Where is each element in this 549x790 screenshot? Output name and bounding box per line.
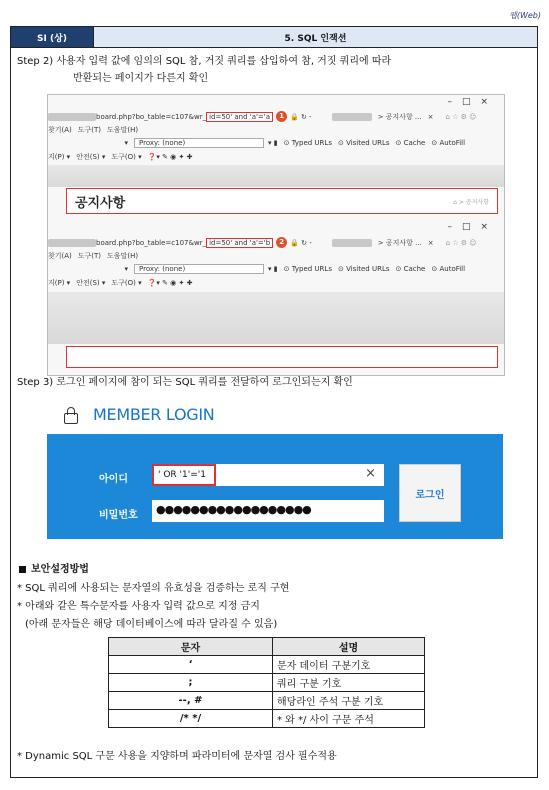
bullet-3: (아래 문자들은 해당 데이터베이스에 따라 달라질 수 있음)	[25, 619, 278, 630]
badge-1: 1	[276, 111, 287, 122]
toolbar-row	[48, 264, 504, 274]
url-prefix: board.php?bo_table=c107&wr_	[96, 238, 207, 247]
tab-label: > 공지사항 ...	[377, 112, 422, 121]
badge-2: 2	[276, 237, 287, 248]
document-frame	[10, 26, 538, 778]
step2-text	[17, 53, 391, 87]
notice-title: 공지사항	[75, 195, 126, 211]
security-title: 보안설정방법	[19, 560, 89, 575]
step2-line2: 반환되는 페이지가 다른지 확인	[73, 73, 209, 84]
dropdown-arrow-icon: ▾	[124, 139, 128, 147]
table-cell: * 와 */ 사이 구문 주석	[273, 710, 425, 728]
autofill: ⊙ AutoFill	[431, 265, 466, 273]
close-tab-icon: ×	[427, 238, 434, 247]
cache: ⊙ Cache	[395, 139, 426, 147]
level-badge: SI (상)	[11, 27, 93, 47]
address-bar-false	[48, 237, 504, 248]
addon-icons: ❓▾ ✎ ◉ ✦ ✚	[147, 279, 193, 287]
proxy-select: Proxy: (none)	[134, 264, 264, 274]
lock-refresh-icon: 🔒 ↻ -	[290, 112, 312, 121]
page-banner	[48, 292, 504, 344]
page-banner	[48, 165, 504, 187]
table-cell: ‘	[109, 656, 273, 674]
dropdown-arrow-icon: ▾ ▮	[268, 139, 278, 147]
web-tag: 웹(Web)	[509, 11, 541, 20]
password-dots: ●●●●●●●●●●●●●●●●●●	[156, 503, 311, 516]
table-row	[109, 692, 425, 710]
step3-text: Step 3) 로그인 페이지에 참이 되는 SQL 쿼리를 전달하여 로그인되는지 확인	[17, 377, 353, 388]
dropdown-arrow-icon: ▾ ▮	[268, 265, 278, 273]
dropdown-arrow-icon: ▾	[124, 265, 128, 273]
footnote: * Dynamic SQL 구문 사용을 지양하며 파라미터에 문자열 검사 필수적용	[17, 751, 337, 762]
toolbar-row	[48, 138, 504, 148]
menu-help: 도움말(H)	[107, 252, 139, 260]
lock-icon	[63, 407, 79, 421]
home-star-gear-icons: ⌂ ☆ ⚙ ☺	[445, 238, 477, 247]
section-title: 5. SQL 인잭션	[93, 27, 537, 47]
cache: ⊙ Cache	[395, 265, 426, 273]
url-prefix: board.php?bo_table=c107&wr_	[96, 112, 207, 121]
typed-urls: ⊙ Typed URLs	[283, 139, 332, 147]
square-bullet-icon	[19, 566, 26, 573]
step2-line1: Step 2) 사용자 입력 값에 임의의 SQL 참, 거짓 쿼리를 삽입하여 참, 거짓 쿼리에 따라	[17, 56, 392, 67]
table-cell: /* */	[109, 710, 273, 728]
table-header: 문자	[109, 638, 273, 656]
menu-find: 찾기(A)	[48, 126, 72, 134]
special-char-table	[108, 637, 425, 728]
login-header	[47, 394, 503, 434]
home-star-gear-icons: ⌂ ☆ ⚙ ☺	[445, 112, 477, 121]
password-field[interactable]	[152, 500, 384, 522]
cmd-tools: 도구(O) ▾	[111, 153, 142, 161]
address-bar-true	[48, 111, 504, 122]
table-cell: 쿼리 구분 기호	[273, 674, 425, 692]
section-header	[11, 27, 537, 48]
table-row	[109, 656, 425, 674]
table-row	[109, 710, 425, 728]
cmd-page: 지(P) ▾	[48, 279, 71, 287]
cmd-tools: 도구(O) ▾	[111, 279, 142, 287]
breadcrumb: ⌂ > 공지사항	[453, 198, 489, 206]
browser-screenshot	[47, 94, 505, 376]
login-title: MEMBER LOGIN	[93, 404, 215, 424]
menu-row	[48, 125, 504, 135]
table-cell: 해당라인 주석 구분 기호	[273, 692, 425, 710]
bullet-1: * SQL 쿼리에 사용되는 문자열의 유효성을 검증하는 로직 구현	[17, 583, 290, 594]
login-screenshot	[47, 394, 503, 539]
window-controls: –□×	[447, 222, 498, 232]
window-controls: –□×	[447, 97, 498, 107]
command-row	[48, 278, 504, 288]
id-field[interactable]	[152, 464, 384, 486]
table-row	[109, 674, 425, 692]
typed-urls: ⊙ Typed URLs	[283, 265, 332, 273]
addon-icons: ❓▾ ✎ ◉ ✦ ✚	[147, 153, 193, 161]
table-cell: --, #	[109, 692, 273, 710]
table-cell: ;	[109, 674, 273, 692]
login-panel	[47, 434, 503, 539]
tab-label: > 공지사항 ...	[377, 238, 422, 247]
visited-urls: ⊙ Visited URLs	[337, 139, 390, 147]
clear-icon[interactable]: ×	[365, 466, 376, 481]
id-input-value: ' OR '1'='1	[152, 464, 216, 486]
lock-refresh-icon: 🔒 ↻ -	[290, 238, 312, 247]
menu-tools: 도구(T)	[77, 252, 102, 260]
visited-urls: ⊙ Visited URLs	[337, 265, 390, 273]
cmd-safety: 안전(S) ▾	[76, 279, 106, 287]
cmd-safety: 안전(S) ▾	[76, 153, 106, 161]
table-header: 설명	[273, 638, 425, 656]
proxy-select: Proxy: (none)	[134, 138, 264, 148]
cmd-page: 지(P) ▾	[48, 153, 71, 161]
injected-query-false: id=50' and 'a'='b	[206, 238, 273, 248]
id-label: 아이디	[99, 474, 128, 485]
notice-box-true	[66, 188, 498, 214]
close-tab-icon: ×	[427, 112, 434, 121]
table-cell: 문자 데이터 구분기호	[273, 656, 425, 674]
pw-label: 비밀번호	[99, 510, 138, 521]
injected-query-true: id=50' and 'a'='a	[206, 112, 273, 122]
command-row	[48, 152, 504, 162]
menu-find: 찾기(A)	[48, 252, 72, 260]
login-button[interactable]: 로그인	[399, 464, 461, 522]
menu-tools: 도구(T)	[77, 126, 102, 134]
menu-row	[48, 251, 504, 261]
autofill: ⊙ AutoFill	[431, 139, 466, 147]
notice-box-false	[66, 346, 498, 368]
table-header-row	[109, 638, 425, 656]
bullet-2: * 아래와 같은 특수문자를 사용자 입력 값으로 지정 금지	[17, 601, 260, 612]
menu-help: 도움말(H)	[107, 126, 139, 134]
